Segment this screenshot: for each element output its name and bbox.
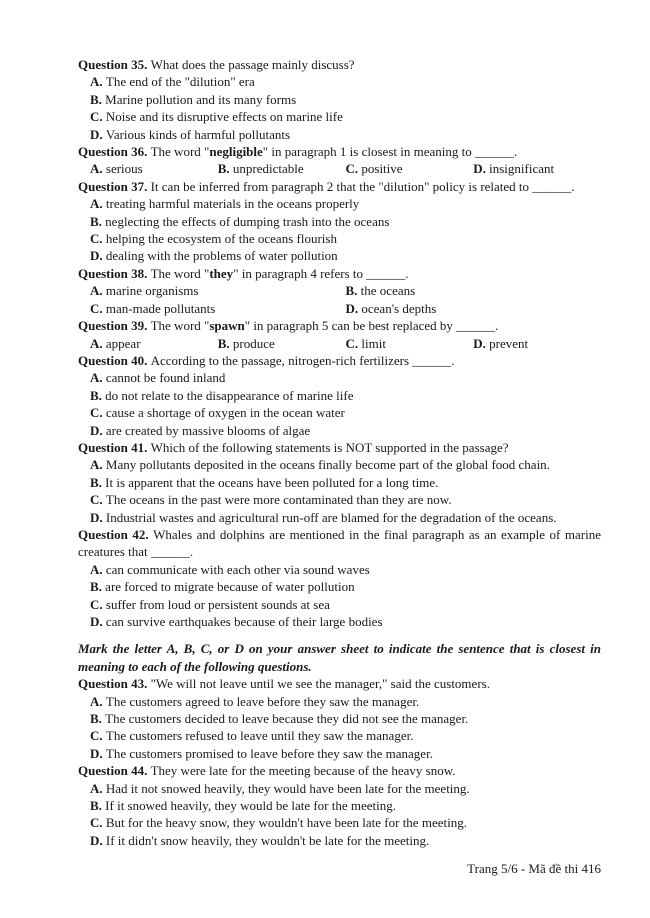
option-letter: C. (345, 161, 362, 177)
option-text: treating harmful materials in the oceans properly (105, 196, 360, 212)
option-text: The customers promised to leave before they saw the manager. (105, 745, 433, 761)
prompt-segment: Which of the following statements is NOT supported in the passage? (150, 439, 509, 455)
option-text: suffer from loud or persistent sounds at sea (105, 596, 330, 612)
question-prompt (78, 675, 601, 692)
option-item (90, 126, 601, 143)
option-letter: D. (90, 509, 106, 525)
option-item (90, 91, 601, 108)
option-text: Many pollutants deposited in the oceans finally become part of the global food chain. (105, 457, 550, 473)
option-text: Marine pollution and its many forms (105, 91, 297, 107)
options-list (78, 73, 601, 143)
option-text: appear (105, 335, 141, 351)
option-item (90, 474, 601, 491)
option-letter: D. (90, 745, 106, 761)
prompt-segment: they (209, 265, 234, 281)
option-text: serious (105, 161, 143, 177)
prompt-segment: The word " (150, 265, 210, 281)
option-text: dealing with the problems of water pollution (105, 248, 338, 264)
question-prompt (78, 317, 601, 334)
option-letter: A. (90, 780, 106, 796)
option-letter: B. (90, 213, 106, 229)
option-letter: D. (90, 614, 106, 629)
option-letter: A. (90, 370, 106, 386)
question-block (78, 143, 601, 178)
options-list (78, 780, 601, 850)
question-number: Question 38. (78, 265, 151, 281)
prompt-segment: The word " (150, 318, 210, 334)
option-item (346, 160, 474, 177)
prompt-segment: Whales and dolphins are mentioned in the final paragraph as an example of marine creatures that ______. (78, 526, 602, 560)
option-letter: D. (473, 335, 490, 351)
option-letter: A. (90, 161, 106, 177)
option-letter: D. (345, 300, 362, 316)
option-letter: C. (90, 300, 106, 316)
options-list (78, 282, 601, 317)
option-item (90, 300, 346, 317)
option-letter: B. (90, 387, 106, 403)
question-block (78, 675, 601, 762)
option-item (90, 710, 601, 727)
option-letter: B. (345, 283, 361, 299)
option-item (90, 73, 601, 90)
option-item (218, 160, 346, 177)
option-text: man-made pollutants (105, 300, 216, 316)
prompt-segment: "We will not leave until we see the manager," said the customers. (150, 676, 490, 692)
option-text: cannot be found inland (105, 370, 226, 386)
options-list (78, 160, 601, 177)
option-item (346, 300, 602, 317)
option-item (90, 422, 601, 439)
prompt-segment: negligible (209, 144, 263, 160)
option-item (346, 335, 474, 352)
option-item (90, 693, 601, 710)
option-text: insignificant (489, 161, 555, 177)
question-number: Question 36. (78, 144, 151, 160)
option-letter: C. (90, 728, 106, 744)
option-item (90, 282, 346, 299)
option-item (90, 727, 601, 744)
option-text: The end of the "dilution" era (105, 74, 255, 90)
options-list (78, 561, 601, 631)
option-text: Had it not snowed heavily, they would have been late for the meeting. (105, 780, 470, 796)
option-item (90, 456, 601, 473)
question-block (78, 56, 601, 143)
prompt-segment: What does the passage mainly discuss? (150, 57, 355, 72)
question-block (78, 265, 601, 317)
option-letter: A. (90, 283, 106, 299)
option-letter: D. (90, 422, 106, 438)
option-letter: B. (90, 798, 106, 814)
option-letter: D. (473, 161, 490, 177)
option-item (90, 613, 601, 630)
prompt-segment: spawn (209, 318, 245, 334)
prompt-segment: " in paragraph 5 can be best replaced by ______. (244, 318, 499, 334)
option-letter: A. (90, 74, 106, 90)
option-item (90, 195, 601, 212)
option-text: neglecting the effects of dumping trash into the oceans (105, 213, 390, 229)
option-text: unpredictable (232, 161, 304, 177)
option-letter: D. (90, 126, 106, 142)
page-footer: Trang 5/6 - Mã đề thi 416 (467, 861, 601, 876)
question-block (78, 526, 601, 630)
question-prompt (78, 56, 601, 73)
question-prompt (78, 762, 601, 779)
question-block (78, 317, 601, 352)
prompt-segment: They were late for the meeting because of the heavy snow. (150, 763, 456, 779)
option-item (90, 230, 601, 247)
option-text: produce (232, 335, 275, 351)
option-text: the oceans (360, 283, 416, 299)
option-text: helping the ecosystem of the oceans flourish (105, 231, 337, 247)
question-number: Question 41. (78, 439, 151, 455)
option-text: Industrial wastes and agricultural run-off are blamed for the degradation of the oceans. (105, 509, 557, 525)
option-item (90, 780, 601, 797)
option-letter: C. (90, 109, 106, 125)
prompt-segment: " in paragraph 4 refers to ______. (233, 265, 409, 281)
question-number: Question 44. (78, 763, 151, 779)
question-prompt (78, 178, 601, 195)
option-letter: C. (90, 815, 106, 831)
option-item (90, 247, 601, 264)
option-item (90, 832, 601, 849)
option-text: are created by massive blooms of algae (105, 422, 311, 438)
prompt-segment: The word " (150, 144, 210, 160)
option-item (90, 108, 601, 125)
question-number: Question 42. (78, 526, 154, 542)
option-item (473, 160, 601, 177)
question-prompt (78, 526, 601, 561)
prompt-segment: According to the passage, nitrogen-rich fertilizers ______. (150, 352, 455, 368)
question-block (78, 439, 601, 526)
option-text: do not relate to the disappearance of marine life (105, 387, 354, 403)
option-text: The oceans in the past were more contaminated than they are now. (105, 492, 452, 508)
question-block (78, 762, 601, 849)
option-text: positive (361, 161, 403, 177)
question-number: Question 35. (78, 57, 151, 72)
option-letter: A. (90, 693, 106, 709)
option-text: can survive earthquakes because of their large bodies (105, 614, 383, 629)
option-letter: D. (90, 248, 106, 264)
option-letter: C. (90, 596, 106, 612)
question-prompt (78, 143, 601, 160)
option-item (90, 335, 218, 352)
option-text: Various kinds of harmful pollutants (105, 126, 291, 142)
option-item (90, 509, 601, 526)
question-prompt (78, 439, 601, 456)
option-item (90, 578, 601, 595)
option-letter: C. (90, 231, 106, 247)
option-letter: B. (217, 161, 233, 177)
option-text: Noise and its disruptive effects on marine life (105, 109, 343, 125)
option-item (90, 596, 601, 613)
option-text: The customers decided to leave because they did not see the manager. (105, 711, 469, 727)
question-number: Question 37. (78, 178, 151, 194)
option-text: limit (361, 335, 386, 351)
option-letter: A. (90, 335, 106, 351)
option-letter: A. (90, 457, 106, 473)
option-item (90, 369, 601, 386)
option-letter: B. (90, 579, 106, 595)
option-letter: B. (90, 711, 106, 727)
option-letter: B. (217, 335, 233, 351)
option-text: If it didn't snow heavily, they wouldn't be late for the meeting. (105, 832, 430, 848)
question-number: Question 40. (78, 352, 151, 368)
option-letter: A. (90, 561, 106, 577)
option-text: ocean's depths (361, 300, 437, 316)
questions-area (78, 56, 601, 849)
option-item (90, 404, 601, 421)
option-item (90, 213, 601, 230)
option-item (90, 797, 601, 814)
option-text: If it snowed heavily, they would be late for the meeting. (105, 798, 397, 814)
option-text: are forced to migrate because of water pollution (105, 579, 355, 595)
options-list (78, 369, 601, 439)
options-list (78, 456, 601, 526)
option-text: But for the heavy snow, they wouldn't have been late for the meeting. (105, 815, 467, 831)
option-item (346, 282, 602, 299)
option-item (90, 814, 601, 831)
question-block (78, 352, 601, 439)
option-item (90, 387, 601, 404)
option-letter: C. (90, 492, 106, 508)
option-text: The customers refused to leave until they saw the manager. (105, 728, 414, 744)
option-item (90, 561, 601, 578)
option-text: cause a shortage of oxygen in the ocean water (105, 405, 345, 421)
option-item (90, 745, 601, 762)
option-item (218, 335, 346, 352)
option-item (90, 491, 601, 508)
option-letter: C. (345, 335, 362, 351)
option-text: marine organisms (105, 283, 199, 299)
options-list (78, 335, 601, 352)
question-number: Question 43. (78, 676, 151, 692)
option-letter: B. (90, 91, 106, 107)
option-letter: D. (90, 832, 106, 848)
question-number: Question 39. (78, 318, 151, 334)
option-item (90, 160, 218, 177)
question-prompt (78, 265, 601, 282)
option-letter: A. (90, 196, 106, 212)
prompt-segment: It can be inferred from paragraph 2 that the "dilution" policy is related to ______. (150, 178, 575, 194)
prompt-segment: " in paragraph 1 is closest in meaning to ______. (262, 144, 518, 160)
option-text: The customers agreed to leave before they saw the manager. (105, 693, 420, 709)
options-list (78, 693, 601, 763)
option-text: prevent (489, 335, 529, 351)
question-block (78, 178, 601, 265)
section-instruction: Mark the letter A, B, C, or D on your answer sheet to indicate the sentence that is closest in meaning to each of the following questions. (78, 641, 601, 674)
options-list (78, 195, 601, 265)
question-prompt (78, 352, 601, 369)
option-letter: C. (90, 405, 106, 421)
option-text: It is apparent that the oceans have been polluted for a long time. (105, 474, 439, 490)
option-item (473, 335, 601, 352)
option-text: can communicate with each other via sound waves (105, 561, 370, 577)
option-letter: B. (90, 474, 106, 490)
